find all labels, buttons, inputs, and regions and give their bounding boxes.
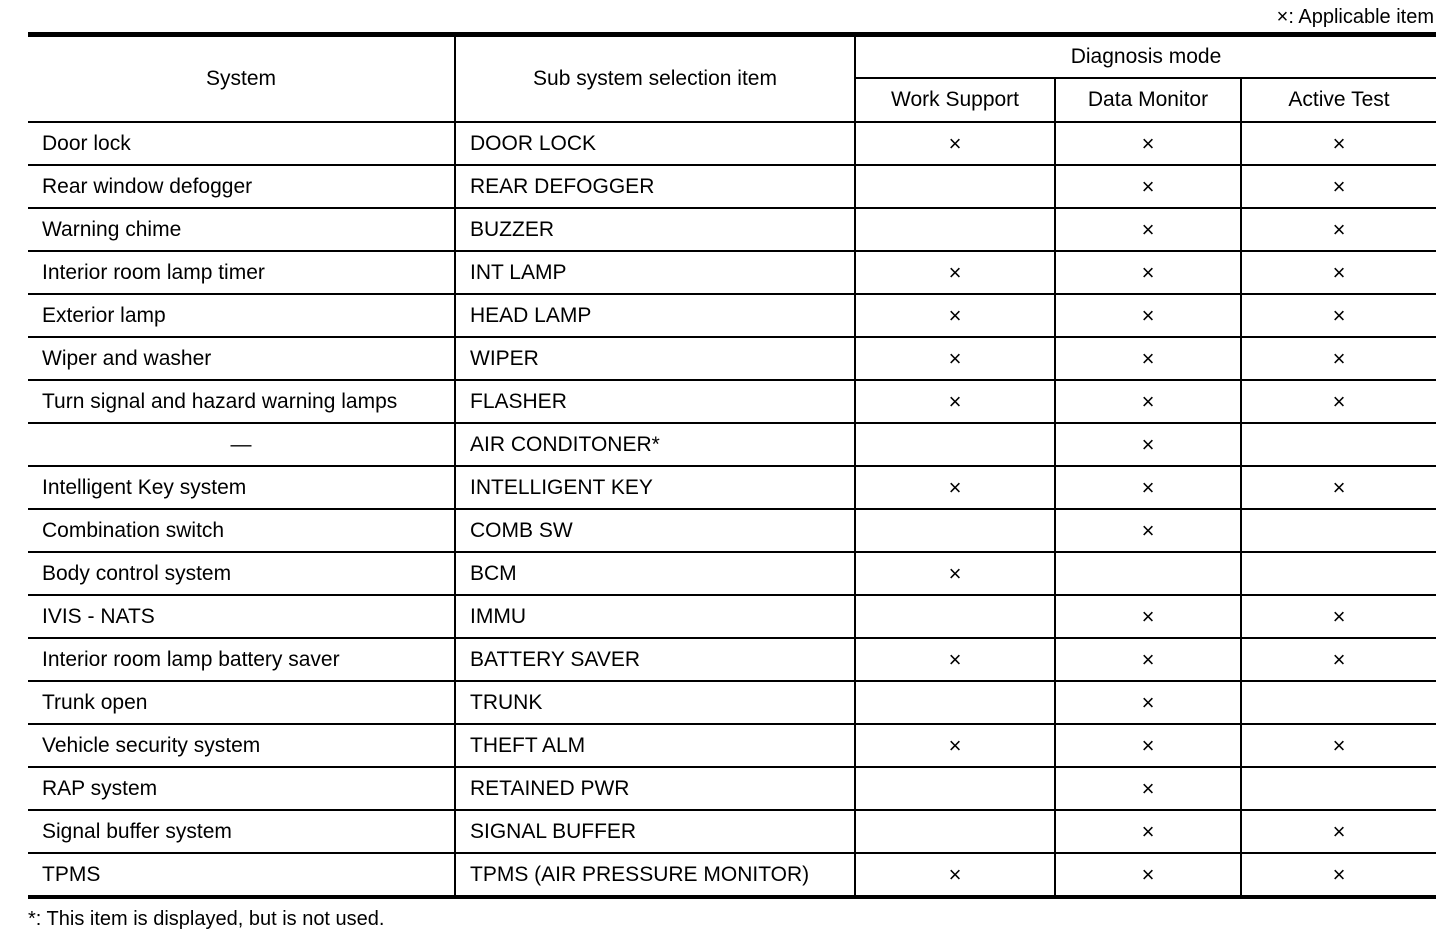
active-test-cell: [1241, 509, 1436, 552]
data-monitor-cell: ×: [1055, 853, 1241, 897]
system-cell: Interior room lamp timer: [28, 251, 455, 294]
data-monitor-cell: ×: [1055, 122, 1241, 165]
data-monitor-cell: ×: [1055, 509, 1241, 552]
table-row: [28, 595, 1436, 638]
work-support-cell: ×: [855, 251, 1055, 294]
system-cell: Interior room lamp battery saver: [28, 638, 455, 681]
system-cell: —: [28, 423, 455, 466]
table-row: [28, 681, 1436, 724]
header-system: System: [28, 35, 455, 123]
system-cell: Exterior lamp: [28, 294, 455, 337]
data-monitor-cell: ×: [1055, 251, 1241, 294]
system-cell: RAP system: [28, 767, 455, 810]
data-monitor-cell: ×: [1055, 681, 1241, 724]
work-support-cell: ×: [855, 337, 1055, 380]
table-row: [28, 466, 1436, 509]
work-support-cell: ×: [855, 294, 1055, 337]
system-cell: IVIS - NATS: [28, 595, 455, 638]
table-row: [28, 638, 1436, 681]
sub-system-cell: INTELLIGENT KEY: [455, 466, 855, 509]
sub-system-cell: IMMU: [455, 595, 855, 638]
active-test-cell: ×: [1241, 251, 1436, 294]
data-monitor-cell: ×: [1055, 767, 1241, 810]
data-monitor-cell: ×: [1055, 810, 1241, 853]
active-test-cell: [1241, 423, 1436, 466]
data-monitor-cell: ×: [1055, 165, 1241, 208]
active-test-cell: ×: [1241, 853, 1436, 897]
header-data-monitor: Data Monitor: [1055, 78, 1241, 122]
system-cell: Vehicle security system: [28, 724, 455, 767]
table-row: [28, 208, 1436, 251]
data-monitor-cell: [1055, 552, 1241, 595]
system-cell: Intelligent Key system: [28, 466, 455, 509]
data-monitor-cell: ×: [1055, 724, 1241, 767]
table-row: [28, 509, 1436, 552]
data-monitor-cell: ×: [1055, 595, 1241, 638]
data-monitor-cell: ×: [1055, 208, 1241, 251]
header-active-test: Active Test: [1241, 78, 1436, 122]
active-test-cell: [1241, 552, 1436, 595]
work-support-cell: [855, 165, 1055, 208]
footnote: *: This item is displayed, but is not used.: [28, 908, 385, 930]
sub-system-cell: BUZZER: [455, 208, 855, 251]
work-support-cell: [855, 681, 1055, 724]
system-cell: Rear window defogger: [28, 165, 455, 208]
table-row: [28, 165, 1436, 208]
active-test-cell: ×: [1241, 337, 1436, 380]
legend-note: ×: Applicable item: [1276, 6, 1434, 28]
work-support-cell: ×: [855, 552, 1055, 595]
sub-system-cell: AIR CONDITONER*: [455, 423, 855, 466]
diagnosis-table: [28, 32, 1436, 899]
sub-system-cell: HEAD LAMP: [455, 294, 855, 337]
data-monitor-cell: ×: [1055, 294, 1241, 337]
work-support-cell: ×: [855, 853, 1055, 897]
active-test-cell: ×: [1241, 294, 1436, 337]
work-support-cell: [855, 208, 1055, 251]
sub-system-cell: FLASHER: [455, 380, 855, 423]
active-test-cell: ×: [1241, 724, 1436, 767]
system-cell: Trunk open: [28, 681, 455, 724]
system-cell: Body control system: [28, 552, 455, 595]
table-row: [28, 810, 1436, 853]
work-support-cell: [855, 767, 1055, 810]
data-monitor-cell: ×: [1055, 423, 1241, 466]
active-test-cell: ×: [1241, 810, 1436, 853]
sub-system-cell: TRUNK: [455, 681, 855, 724]
table-body: [28, 122, 1436, 897]
table-row: [28, 724, 1436, 767]
work-support-cell: ×: [855, 380, 1055, 423]
table-row: [28, 380, 1436, 423]
sub-system-cell: THEFT ALM: [455, 724, 855, 767]
sub-system-cell: TPMS (AIR PRESSURE MONITOR): [455, 853, 855, 897]
active-test-cell: ×: [1241, 165, 1436, 208]
work-support-cell: ×: [855, 466, 1055, 509]
sub-system-cell: SIGNAL BUFFER: [455, 810, 855, 853]
sub-system-cell: BCM: [455, 552, 855, 595]
system-cell: TPMS: [28, 853, 455, 897]
header-sub-system: Sub system selection item: [455, 35, 855, 123]
work-support-cell: ×: [855, 638, 1055, 681]
active-test-cell: ×: [1241, 595, 1436, 638]
work-support-cell: [855, 423, 1055, 466]
system-cell: Door lock: [28, 122, 455, 165]
table-row: [28, 251, 1436, 294]
system-cell: Signal buffer system: [28, 810, 455, 853]
system-cell: Turn signal and hazard warning lamps: [28, 380, 455, 423]
data-monitor-cell: ×: [1055, 466, 1241, 509]
sub-system-cell: INT LAMP: [455, 251, 855, 294]
system-cell: Warning chime: [28, 208, 455, 251]
table-row: [28, 294, 1436, 337]
work-support-cell: ×: [855, 122, 1055, 165]
active-test-cell: ×: [1241, 122, 1436, 165]
table-row: [28, 337, 1436, 380]
work-support-cell: [855, 595, 1055, 638]
table-row: [28, 122, 1436, 165]
active-test-cell: [1241, 767, 1436, 810]
system-cell: Wiper and washer: [28, 337, 455, 380]
active-test-cell: ×: [1241, 380, 1436, 423]
active-test-cell: ×: [1241, 466, 1436, 509]
data-monitor-cell: ×: [1055, 337, 1241, 380]
table-row: [28, 423, 1436, 466]
active-test-cell: [1241, 681, 1436, 724]
sub-system-cell: BATTERY SAVER: [455, 638, 855, 681]
sub-system-cell: WIPER: [455, 337, 855, 380]
table-row: [28, 767, 1436, 810]
data-monitor-cell: ×: [1055, 638, 1241, 681]
sub-system-cell: DOOR LOCK: [455, 122, 855, 165]
system-cell: Combination switch: [28, 509, 455, 552]
header-work-support: Work Support: [855, 78, 1055, 122]
table-row: [28, 552, 1436, 595]
active-test-cell: ×: [1241, 208, 1436, 251]
sub-system-cell: COMB SW: [455, 509, 855, 552]
sub-system-cell: REAR DEFOGGER: [455, 165, 855, 208]
work-support-cell: ×: [855, 724, 1055, 767]
work-support-cell: [855, 509, 1055, 552]
table-row: [28, 853, 1436, 897]
work-support-cell: [855, 810, 1055, 853]
sub-system-cell: RETAINED PWR: [455, 767, 855, 810]
header-diagnosis-mode: Diagnosis mode: [855, 35, 1436, 79]
data-monitor-cell: ×: [1055, 380, 1241, 423]
active-test-cell: ×: [1241, 638, 1436, 681]
